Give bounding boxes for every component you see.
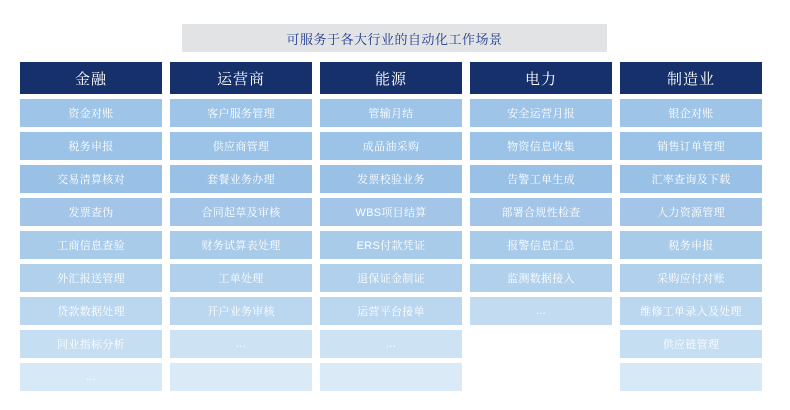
scenario-cell[interactable]: 资金对账: [20, 99, 162, 127]
scenario-cell[interactable]: 退保证金制证: [320, 264, 462, 292]
scenario-cell[interactable]: [320, 363, 462, 391]
scenario-cell[interactable]: 税务申报: [620, 231, 762, 259]
scenario-cell[interactable]: ...: [470, 297, 612, 325]
scenario-cell[interactable]: 管输月结: [320, 99, 462, 127]
scenario-cell[interactable]: WBS项目结算: [320, 198, 462, 226]
scenario-cell[interactable]: 供应链管理: [620, 330, 762, 358]
scenario-cell[interactable]: 工商信息查验: [20, 231, 162, 259]
scenario-cell[interactable]: 贷款数据处理: [20, 297, 162, 325]
scenario-cell[interactable]: 物资信息收集: [470, 132, 612, 160]
scenario-cell[interactable]: 外汇报送管理: [20, 264, 162, 292]
scenario-cell[interactable]: 人力资源管理: [620, 198, 762, 226]
scenario-cell[interactable]: 采购应付对账: [620, 264, 762, 292]
scenario-cell[interactable]: 运营平台接单: [320, 297, 462, 325]
scenario-cell[interactable]: 监测数据接入: [470, 264, 612, 292]
scenario-cell[interactable]: 税务申报: [20, 132, 162, 160]
scenario-cell[interactable]: [170, 363, 312, 391]
scenario-cell[interactable]: 部署合规性检查: [470, 198, 612, 226]
industry-column: [470, 62, 612, 391]
scenario-cell[interactable]: 供应商管理: [170, 132, 312, 160]
scenario-cell[interactable]: [620, 363, 762, 391]
industry-column: [320, 62, 462, 391]
scenario-cell[interactable]: 银企对账: [620, 99, 762, 127]
banner-title: 可服务于各大行业的自动化工作场景: [286, 31, 503, 47]
scenario-cell[interactable]: ...: [320, 330, 462, 358]
scenario-cell[interactable]: 维修工单录入及处理: [620, 297, 762, 325]
column-header: 制造业: [620, 62, 762, 94]
scenario-cell[interactable]: 开户业务审核: [170, 297, 312, 325]
industry-columns: [20, 62, 772, 391]
scenario-cell[interactable]: ERS付款凭证: [320, 231, 462, 259]
column-header: 电力: [470, 62, 612, 94]
scenario-cell[interactable]: 客户服务管理: [170, 99, 312, 127]
scenario-cell[interactable]: 发票校验业务: [320, 165, 462, 193]
scenario-cell[interactable]: 交易清算核对: [20, 165, 162, 193]
scenario-cell[interactable]: 报警信息汇总: [470, 231, 612, 259]
scenario-cell[interactable]: 套餐业务办理: [170, 165, 312, 193]
scenario-cell[interactable]: 财务试算表处理: [170, 231, 312, 259]
scenario-cell[interactable]: 告警工单生成: [470, 165, 612, 193]
column-header: 运营商: [170, 62, 312, 94]
scenario-cell[interactable]: 工单处理: [170, 264, 312, 292]
scenario-cell[interactable]: 汇率查询及下载: [620, 165, 762, 193]
industry-column: [620, 62, 762, 391]
scenario-cell[interactable]: 发票查伪: [20, 198, 162, 226]
scenario-cell[interactable]: ...: [170, 330, 312, 358]
scenario-cell[interactable]: 安全运营月报: [470, 99, 612, 127]
banner: [182, 24, 607, 52]
industry-column: [170, 62, 312, 391]
scenario-cell[interactable]: 合同起草及审核: [170, 198, 312, 226]
column-header: 金融: [20, 62, 162, 94]
scenario-cell[interactable]: ...: [20, 363, 162, 391]
scenario-cell[interactable]: 同业指标分析: [20, 330, 162, 358]
column-header: 能源: [320, 62, 462, 94]
industry-column: [20, 62, 162, 391]
scenario-cell[interactable]: 成品油采购: [320, 132, 462, 160]
scenario-cell[interactable]: 销售订单管理: [620, 132, 762, 160]
